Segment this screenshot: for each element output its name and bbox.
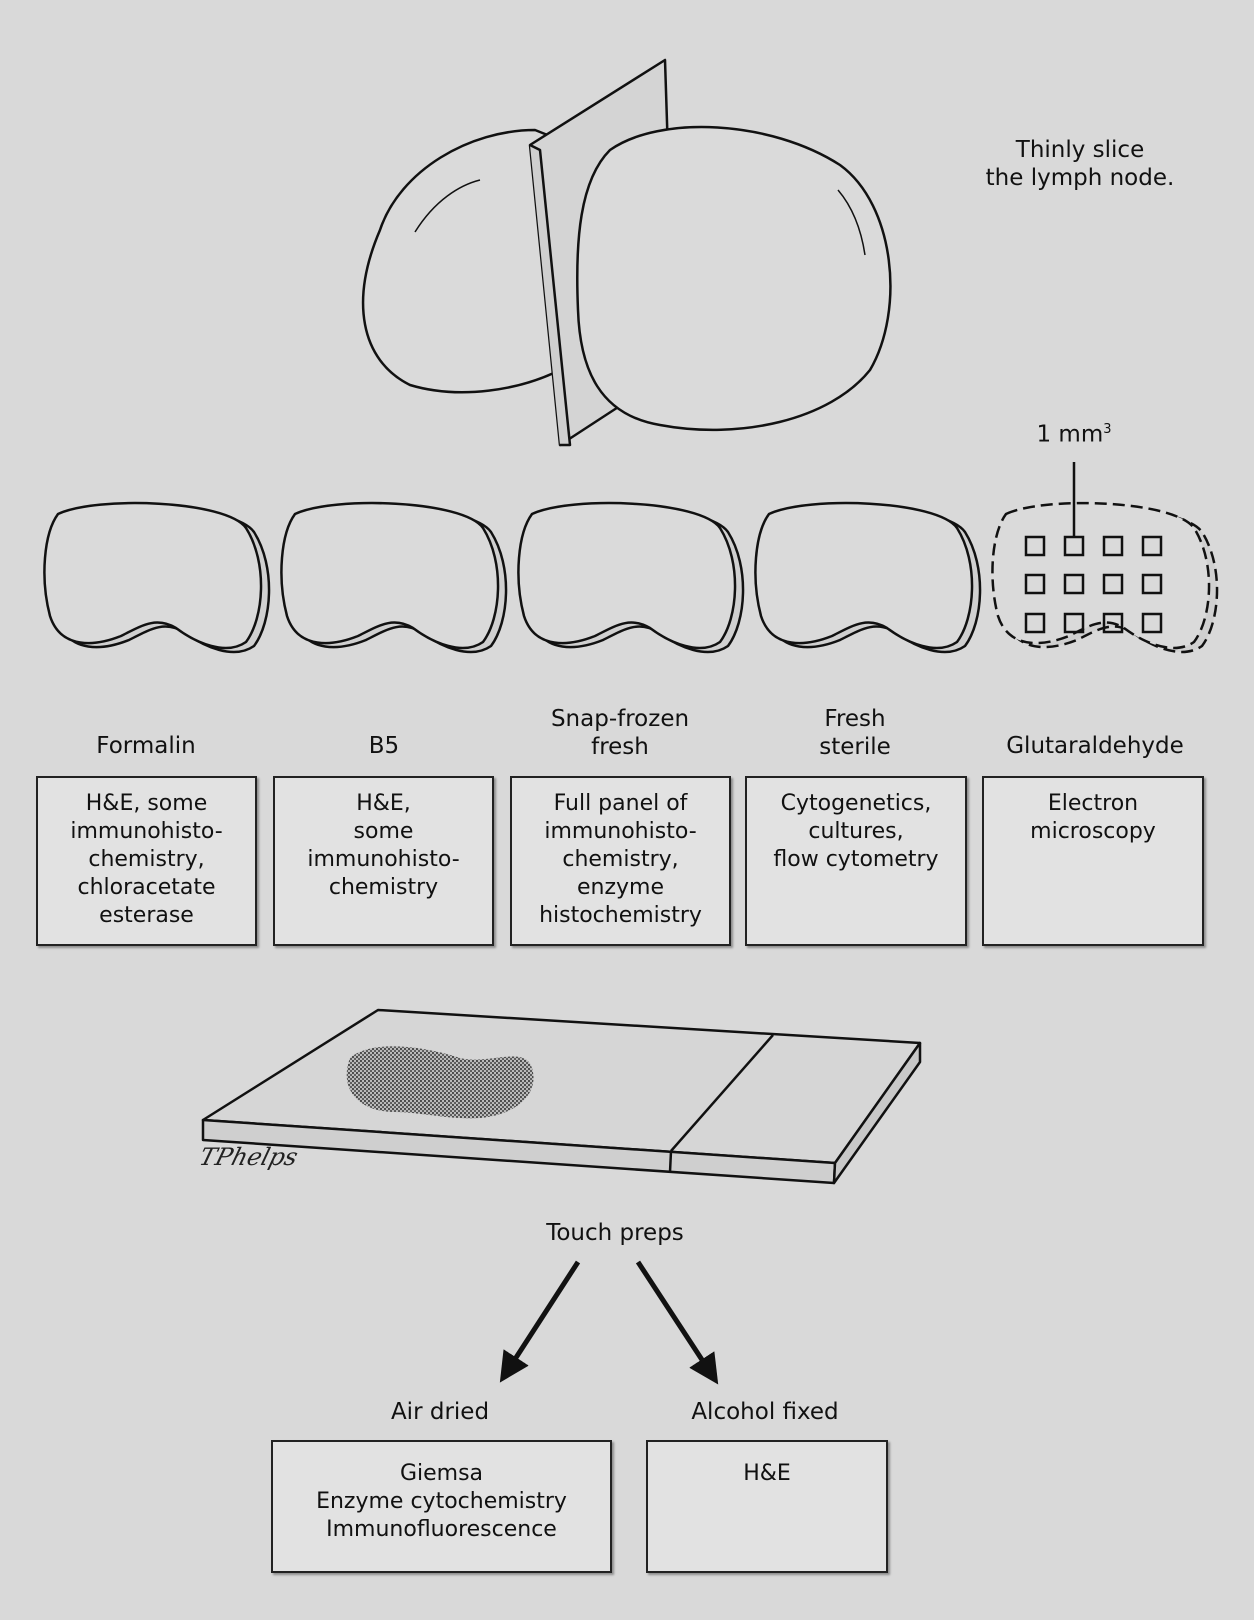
box-line: chemistry (328, 875, 439, 900)
box-line: Electron (1047, 791, 1139, 816)
box-line: flow cytometry (773, 847, 939, 872)
slices-row (44, 462, 1217, 652)
slice-fresh-sterile (755, 503, 980, 652)
box-fresh-sterile (745, 776, 967, 946)
box-line: H&E, some (85, 791, 208, 816)
column-title-formalin (36, 732, 256, 760)
column-title-line: Glutaraldehyde (1006, 733, 1184, 759)
column-title-fresh-sterile (745, 705, 965, 761)
box-glutaraldehyde (982, 776, 1204, 946)
slice-formalin (44, 503, 269, 652)
arrow-air-dried (508, 1262, 578, 1370)
column-title-line: Formalin (96, 733, 196, 759)
branch-title-alcohol-fixed: Alcohol fixed (691, 1399, 839, 1425)
box-line: H&E, (356, 791, 411, 816)
artist-signature: TPhelps (196, 1143, 301, 1171)
column-title-snap-frozen (510, 705, 730, 761)
box-line: Cytogenetics, (780, 791, 932, 816)
box-line: chemistry, (562, 847, 679, 872)
box-alcohol-fixed (646, 1440, 888, 1573)
box-line: immunohisto- (307, 847, 460, 872)
box-line: Giemsa (399, 1461, 484, 1486)
box-line: Full panel of (553, 791, 688, 816)
instruction-text (975, 136, 1185, 192)
column-title-b5 (274, 732, 494, 760)
branch-title-air-dried: Air dried (390, 1399, 490, 1425)
slice-snap-frozen (518, 503, 743, 652)
lymph-node-left-half (363, 130, 560, 392)
lymph-node-illustration (363, 60, 890, 445)
column-title-glutaraldehyde (980, 732, 1210, 760)
box-line: histochemistry (539, 903, 702, 928)
cube-label (1024, 416, 1124, 449)
column-title-line: Fresh (824, 706, 886, 732)
slice-b5 (281, 503, 506, 652)
box-b5 (273, 776, 494, 946)
column-title-line: Snap-frozen (550, 706, 690, 732)
box-snap-frozen (510, 776, 731, 946)
glass-slide-illustration (203, 1010, 920, 1183)
box-line: Enzyme cytochemistry (316, 1489, 567, 1514)
column-title-line: B5 (368, 733, 400, 759)
touch-smear (347, 1046, 534, 1118)
box-line: chemistry, (88, 847, 205, 872)
arrow-alcohol-fixed (638, 1262, 710, 1372)
box-line: chloracetate (77, 875, 216, 900)
touch-preps-label: Touch preps (546, 1220, 684, 1246)
instruction-line-1: Thinly slice (1015, 137, 1145, 163)
box-line: Immunofluorescence (326, 1517, 557, 1542)
column-title-line: sterile (819, 734, 891, 760)
box-air-dried (271, 1440, 612, 1573)
column-title-line: fresh (591, 734, 649, 760)
box-line: esterase (99, 903, 194, 928)
instruction-line-2: the lymph node. (985, 165, 1175, 191)
cube-label-prefix: 1 mm (1036, 421, 1104, 448)
box-line: enzyme (576, 875, 664, 900)
box-line: microscopy (1030, 819, 1156, 844)
box-line: some (353, 819, 414, 844)
box-line: cultures, (808, 819, 904, 844)
cube-label-exponent: 3 (1103, 422, 1112, 437)
box-formalin (36, 776, 257, 946)
box-line: immunohisto- (70, 819, 223, 844)
lymph-node-right-half (577, 127, 890, 430)
box-line: immunohisto- (544, 819, 697, 844)
branch-arrows (508, 1262, 710, 1372)
box-line: H&E (743, 1461, 791, 1486)
